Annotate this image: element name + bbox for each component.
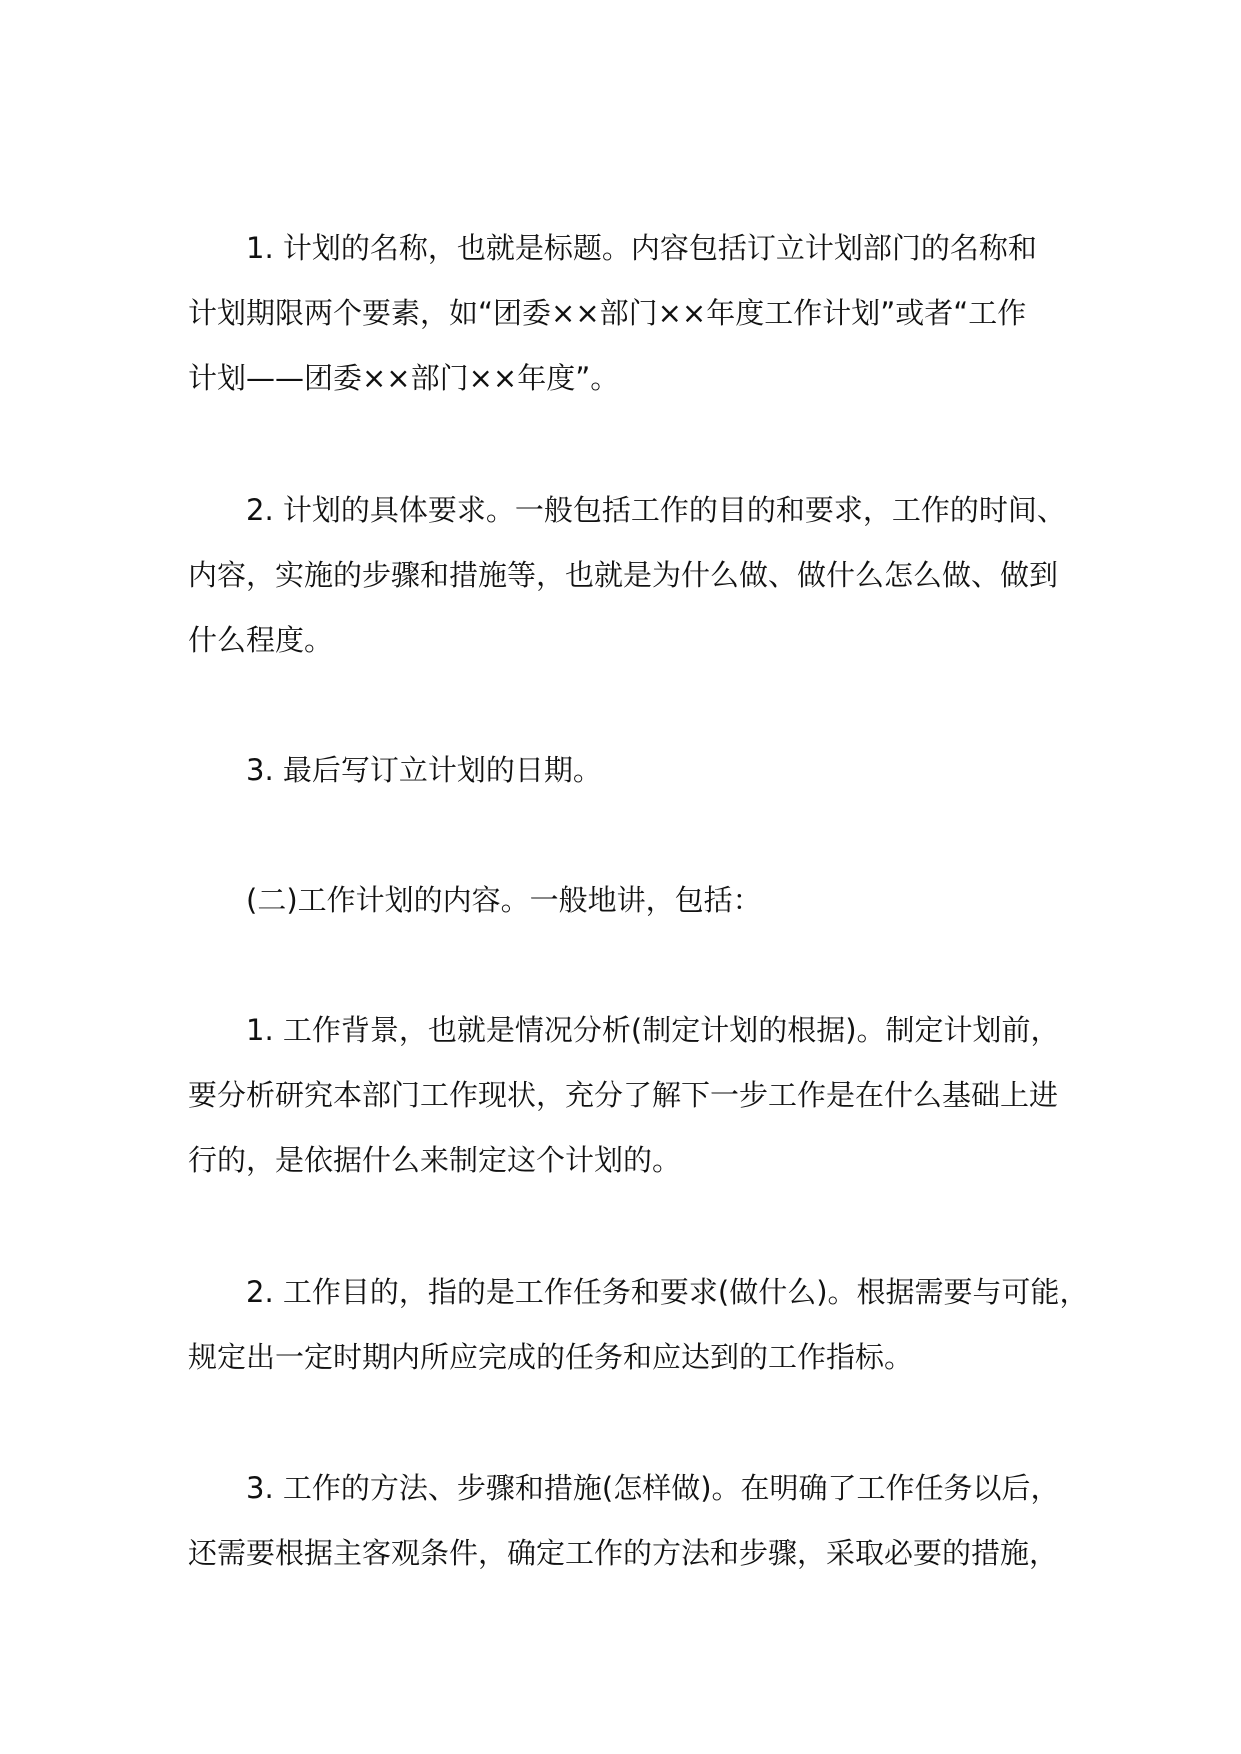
paragraph-6-line-2: 规定出一定时期内所应完成的任务和应达到的工作指标。: [188, 1340, 914, 1374]
paragraph-3-line-1: 3. 最后写订立计划的日期。: [246, 753, 602, 787]
paragraph-1-line-2: 计划期限两个要素，如“团委××部门××年度工作计划”或者“工作: [188, 296, 1027, 330]
paragraph-2-line-1: 2. 计划的具体要求。一般包括工作的目的和要求，工作的时间、: [246, 493, 1066, 527]
paragraph-2-line-3: 什么程度。: [188, 623, 334, 657]
paragraph-5-line-3: 行的，是依据什么来制定这个计划的。: [188, 1143, 682, 1177]
paragraph-7-line-1: 3. 工作的方法、步骤和措施(怎样做)。在明确了工作任务以后，: [246, 1471, 1060, 1505]
section-heading: (二)工作计划的内容。一般地讲，包括：: [246, 883, 762, 917]
paragraph-5-line-1: 1. 工作背景，也就是情况分析(制定计划的根据)。制定计划前，: [246, 1013, 1060, 1047]
paragraph-2-line-2: 内容，实施的步骤和措施等，也就是为什么做、做什么怎么做、做到: [188, 558, 1059, 592]
paragraph-6-line-1: 2. 工作目的，指的是工作任务和要求(做什么)。根据需要与可能，: [246, 1275, 1089, 1309]
paragraph-1-line-1: 1. 计划的名称，也就是标题。内容包括订立计划部门的名称和: [246, 231, 1037, 265]
paragraph-5-line-2: 要分析研究本部门工作现状，充分了解下一步工作是在什么基础上进: [188, 1078, 1059, 1112]
paragraph-7-line-2: 还需要根据主客观条件，确定工作的方法和步骤，采取必要的措施，: [188, 1536, 1059, 1570]
paragraph-1-line-3: 计划——团委××部门××年度”。: [188, 361, 620, 395]
